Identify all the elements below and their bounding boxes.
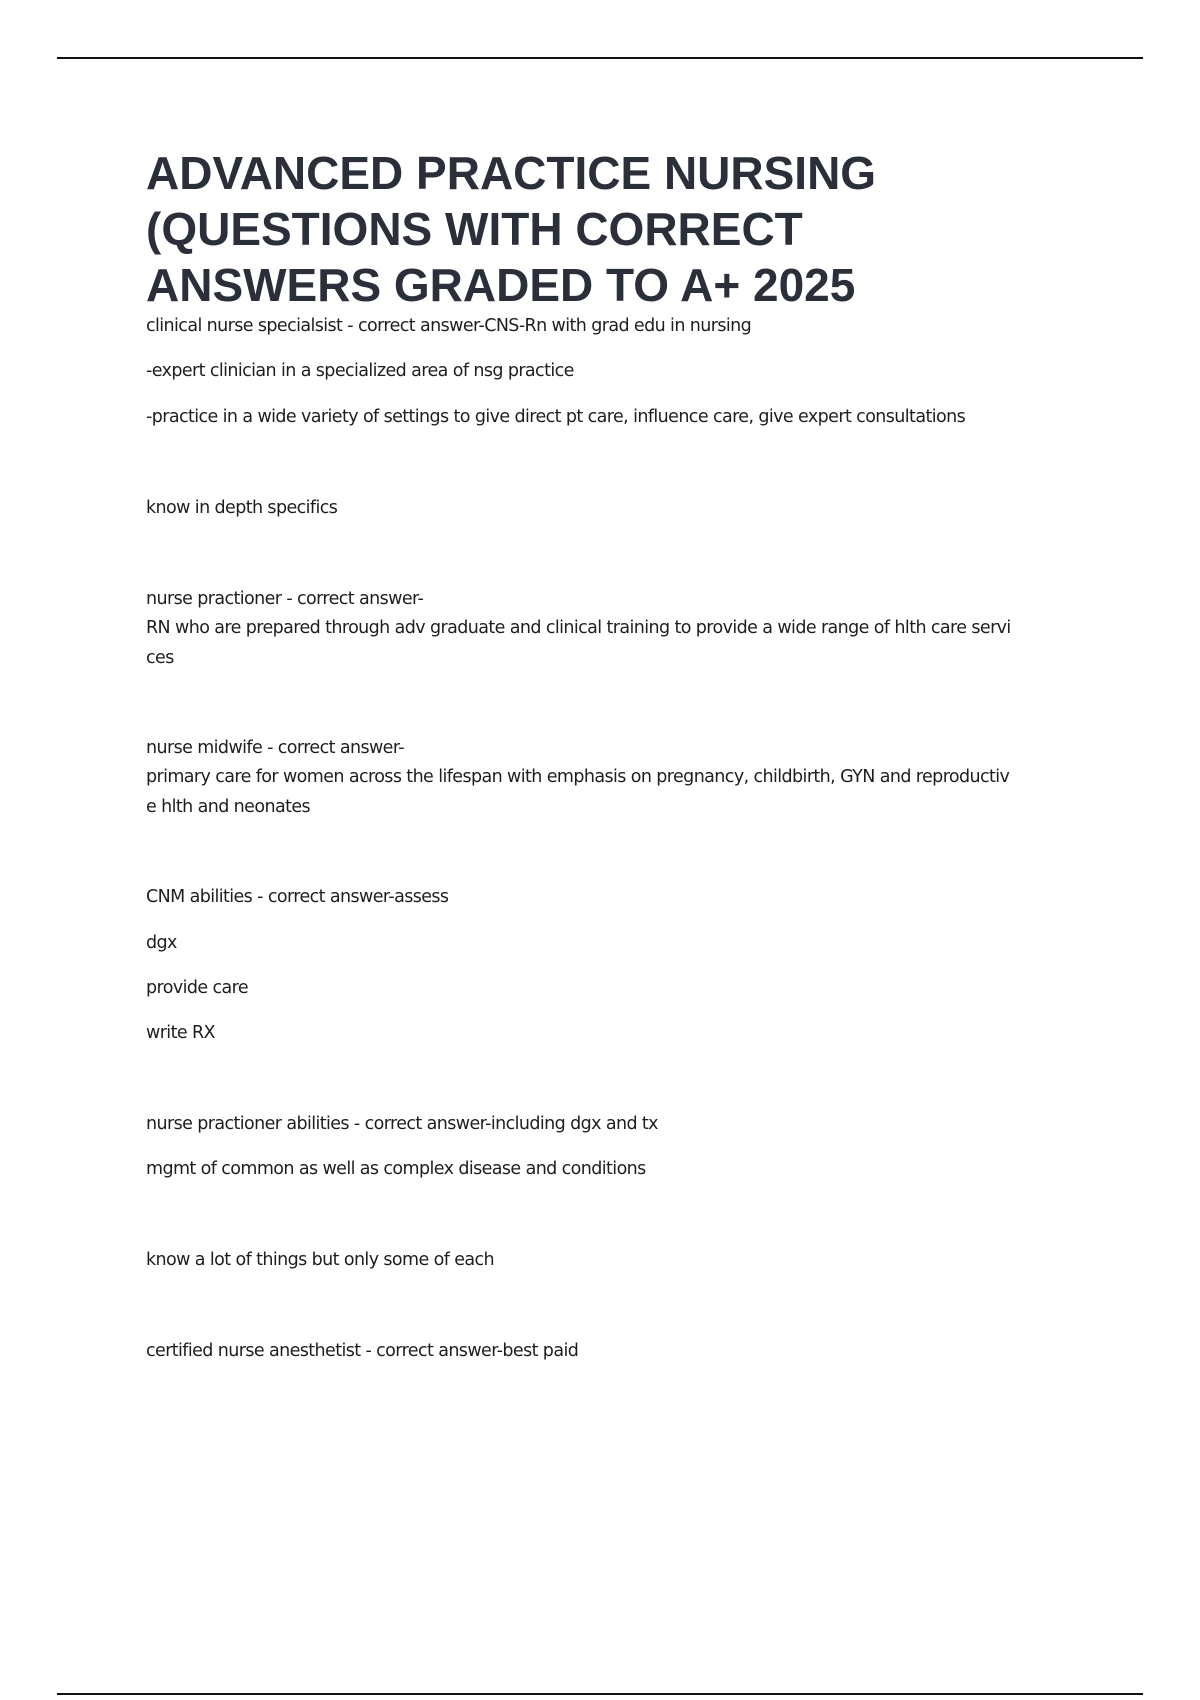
np-definition-line: ces — [146, 648, 174, 668]
np-note: know a lot of things but only some of each — [146, 1250, 495, 1270]
cns-definition: clinical nurse specialsist - correct answer-CNS-Rn with grad edu in nursing — [146, 316, 752, 336]
np-ability-item: mgmt of common as well as complex disease and conditions — [146, 1159, 646, 1179]
cnm-ability-item: provide care — [146, 978, 249, 998]
midwife-definition-line: e hlth and neonates — [146, 797, 311, 817]
document-title — [146, 145, 1126, 313]
np-definition-line: RN who are prepared through adv graduate and clinical training to provide a wide range of hlth care servi — [146, 618, 1011, 638]
cns-note: know in depth specifics — [146, 498, 338, 518]
cnm-abilities: CNM abilities - correct answer-assess — [146, 887, 449, 907]
title-line: (QUESTIONS WITH CORRECT — [146, 203, 803, 255]
midwife-term: nurse midwife - correct answer- — [146, 738, 405, 758]
crna-definition: certified nurse anesthetist - correct answer-best paid — [146, 1341, 579, 1361]
cns-detail-practice: -practice in a wide variety of settings to give direct pt care, influence care, give expert consultations — [146, 407, 966, 427]
cnm-ability-item: write RX — [146, 1023, 215, 1043]
bottom-rule — [57, 1693, 1143, 1695]
cns-detail-expert: -expert clinician in a specialized area of nsg practice — [146, 361, 574, 381]
title-line: ANSWERS GRADED TO A+ 2025 — [146, 259, 856, 311]
midwife-definition-line: primary care for women across the lifespan with emphasis on pregnancy, childbirth, GYN and reproductiv — [146, 767, 1010, 787]
cnm-ability-item: dgx — [146, 933, 177, 953]
title-line: ADVANCED PRACTICE NURSING — [146, 147, 877, 199]
top-rule — [57, 57, 1143, 59]
np-term: nurse practioner - correct answer- — [146, 589, 424, 609]
np-abilities: nurse practioner abilities - correct answer-including dgx and tx — [146, 1114, 658, 1134]
